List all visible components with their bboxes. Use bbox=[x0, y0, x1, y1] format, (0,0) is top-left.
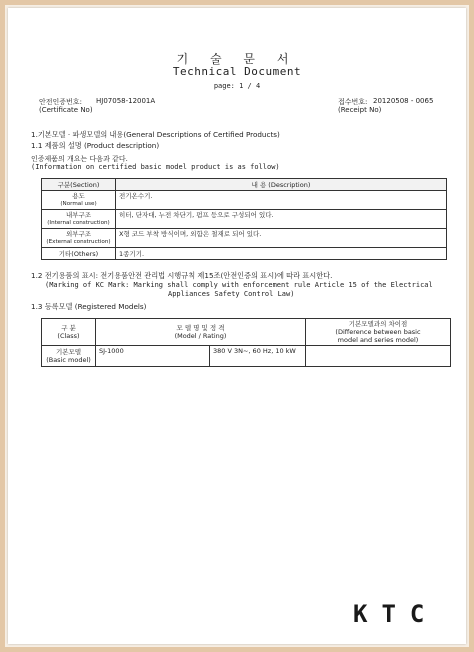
row-description: 1종기기. bbox=[116, 248, 447, 260]
row-label-en: (External construction) bbox=[46, 239, 111, 245]
table-header-row bbox=[42, 179, 447, 191]
basic-model-label-ko: 기본모델 bbox=[55, 348, 82, 356]
table-row bbox=[42, 210, 447, 229]
basic-model-label-en: (Basic model) bbox=[46, 356, 91, 364]
row-label bbox=[42, 229, 116, 248]
table-row bbox=[42, 346, 451, 367]
difference-header-en-2: model and series model) bbox=[337, 336, 419, 344]
model-name: SJ-1000 bbox=[96, 346, 210, 367]
page-number: page: 1 / 4 bbox=[213, 82, 261, 90]
table-row bbox=[42, 191, 447, 210]
row-description: 히터, 단자대, 누전 차단기, 펌프 등으로 구성되어 있다. bbox=[116, 210, 447, 229]
col-description-header: 내 용 (Description) bbox=[116, 179, 447, 191]
difference-header-en-1: (Difference between basic bbox=[335, 328, 421, 336]
row-label-ko: 기타(Others) bbox=[58, 249, 99, 258]
table-header-row bbox=[42, 319, 451, 346]
section12-line3: Appliances Safety Control Law) bbox=[168, 290, 295, 298]
row-description: X형 코드 부착 방식이며, 외함은 철재로 되어 있다. bbox=[116, 229, 447, 248]
intro-english: (Information on certified basic model product is as follow) bbox=[31, 163, 280, 171]
model-rating-header-ko: 모 델 명 및 정 격 bbox=[176, 324, 225, 332]
title-korean: 기 술 문 서 bbox=[176, 52, 298, 66]
row-label-en: (Normal use) bbox=[60, 201, 97, 207]
row-label-ko: 외부구조 bbox=[65, 230, 92, 238]
document-page bbox=[8, 8, 466, 644]
section1-heading: 1.기본모델 · 파생모델의 내용(General Descriptions of Certified Products) bbox=[31, 130, 280, 139]
row-label-ko: 용도 bbox=[72, 192, 85, 200]
class-header-ko: 구 분 bbox=[61, 324, 76, 332]
col-section-header: 구분(Section) bbox=[42, 179, 116, 191]
class-header bbox=[42, 319, 96, 346]
row-description: 전기온수기. bbox=[116, 191, 447, 210]
receipt-label: 접수번호: bbox=[338, 98, 368, 106]
receipt-number: 20120508 - 0065 bbox=[373, 97, 434, 105]
model-rating: 380 V 3N~, 60 Hz, 10 kW bbox=[210, 346, 306, 367]
section12-line2: (Marking of KC Mark: Marking shall comply with enforcement rule Article 15 of the Electrical bbox=[45, 281, 433, 289]
certificate-label-en: (Certificate No) bbox=[39, 106, 93, 114]
table-row bbox=[42, 229, 447, 248]
model-difference bbox=[306, 346, 451, 367]
certificate-label: 안전인증번호: bbox=[39, 98, 82, 106]
row-label bbox=[42, 248, 116, 260]
basic-model-label bbox=[42, 346, 96, 367]
row-label-en: (Internal construction) bbox=[47, 220, 110, 226]
difference-header-ko: 기본모델과의 차이점 bbox=[348, 320, 408, 328]
difference-header bbox=[306, 319, 451, 346]
registered-models-table bbox=[41, 318, 451, 367]
model-rating-header bbox=[96, 319, 306, 346]
receipt-label-en: (Receipt No) bbox=[338, 106, 382, 114]
ktc-logo: KTC bbox=[353, 600, 439, 628]
class-header-en: (Class) bbox=[57, 332, 80, 340]
row-label-ko: 내부구조 bbox=[65, 211, 92, 219]
title-english: Technical Document bbox=[172, 65, 302, 78]
row-label bbox=[42, 191, 116, 210]
section13-heading: 1.3 등록모델 (Registered Models) bbox=[31, 302, 147, 311]
product-description-table bbox=[41, 178, 447, 260]
certificate-number: HJ07058-12001A bbox=[96, 97, 156, 105]
table-row bbox=[42, 248, 447, 260]
section11-heading: 1.1 제품의 설명 (Product description) bbox=[31, 141, 160, 150]
row-label bbox=[42, 210, 116, 229]
section12-line1: 1.2 전기용품의 표시: 전기용품안전 관리법 시행규칙 제15조(안전인증의 표시)에 따라 표시한다. bbox=[31, 271, 333, 280]
model-rating-header-en: (Model / Rating) bbox=[174, 332, 227, 340]
intro-korean: 인증제품의 개요는 다음과 같다. bbox=[31, 155, 128, 163]
